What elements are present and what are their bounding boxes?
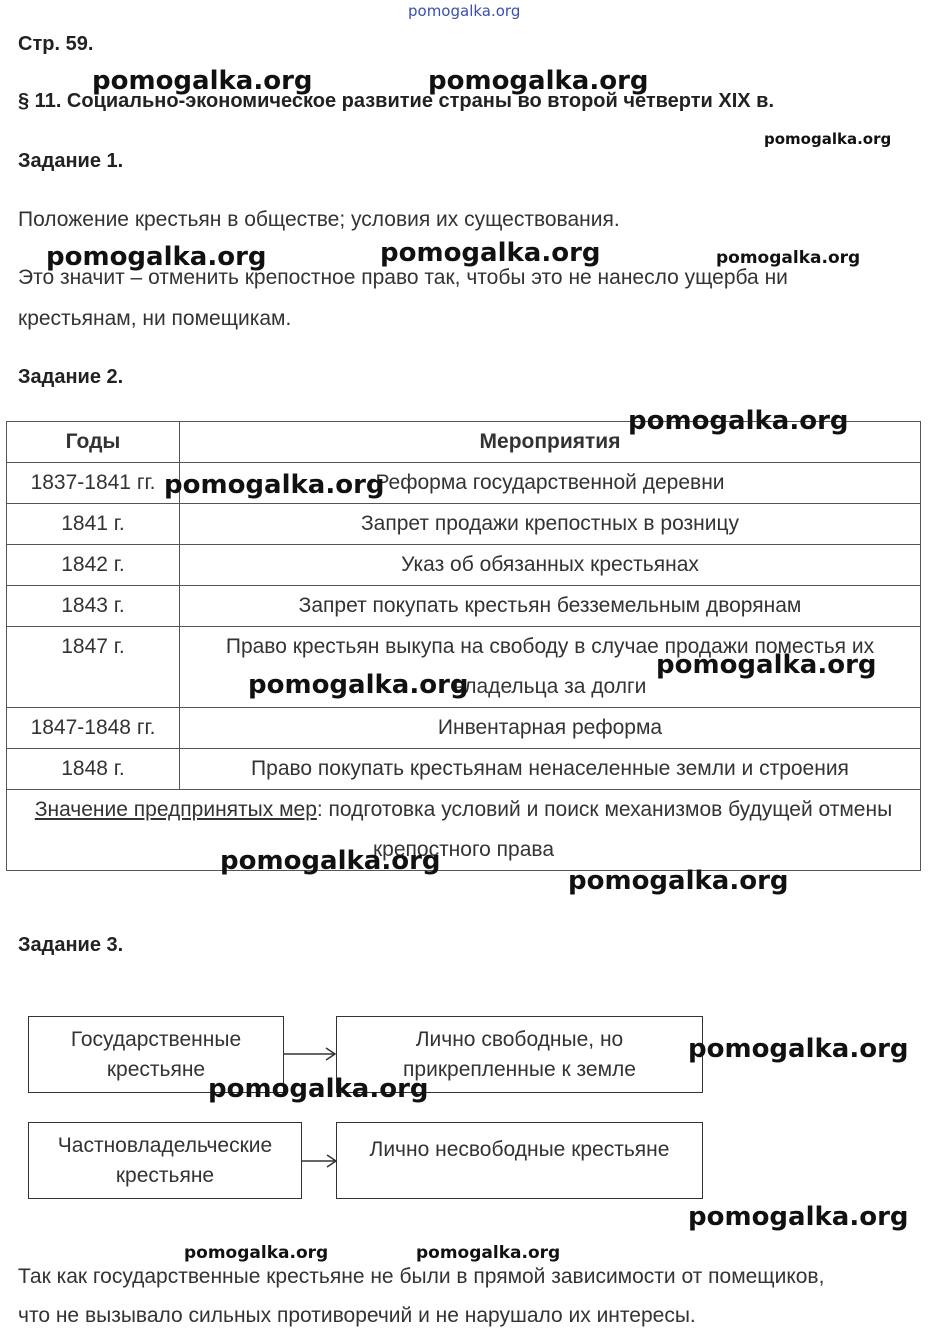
task1-title: Задание 1. <box>18 150 124 172</box>
watermark: pomogalka.org <box>628 406 849 436</box>
task2-title: Задание 2. <box>18 366 124 388</box>
watermark: pomogalka.org <box>416 1243 561 1263</box>
box-not-free <box>336 1122 703 1199</box>
watermark: pomogalka.org <box>164 470 385 500</box>
row-event: Реформа государственной деревни <box>180 463 921 504</box>
header-years: Годы <box>7 422 180 463</box>
table-row <box>7 708 921 749</box>
watermark: pomogalka.org <box>248 670 469 700</box>
arrow-icon-2 <box>302 1151 338 1171</box>
box-private-peasants <box>28 1122 302 1199</box>
row-year: 1847-1848 гг. <box>7 708 180 749</box>
section-title: § 11. Социально-экономическое развитие страны во второй четверти XIX в. <box>18 90 775 112</box>
box-private-peasants-label: Частновладельческие крестьяне <box>57 1133 273 1187</box>
header-events: Мероприятия <box>180 422 921 463</box>
table-row <box>7 749 921 790</box>
box-state-peasants-label: Государственные крестьяне <box>70 1027 242 1081</box>
box-not-free-label: Лично несвободные крестьяне <box>369 1138 670 1161</box>
task1-answer-line3: крестьянам, ни помещикам. <box>18 307 292 330</box>
watermark: pomogalka.org <box>92 66 313 96</box>
watermark-top: pomogalka.org <box>408 2 521 20</box>
watermark: pomogalka.org <box>46 242 267 272</box>
table-row <box>7 504 921 545</box>
summary-label: Значение предпринятых мер <box>34 798 317 821</box>
watermark: pomogalka.org <box>656 650 877 680</box>
table-row <box>7 463 921 504</box>
task3-conclusion-line1: Так как государственные крестьяне не были в прямой зависимости от помещиков, <box>18 1265 825 1288</box>
watermark: pomogalka.org <box>716 248 861 268</box>
summary-text: : подготовка условий и поиск механизмов будущей отмены крепостного права <box>316 798 893 861</box>
table-row <box>7 545 921 586</box>
page-reference: Стр. 59. <box>18 33 94 55</box>
row-year: 1847 г. <box>7 627 180 708</box>
row-year: 1848 г. <box>7 749 180 790</box>
arrow-icon-1 <box>284 1044 338 1064</box>
watermark: pomogalka.org <box>428 66 649 96</box>
watermark: pomogalka.org <box>688 1034 909 1064</box>
task3-conclusion-line2: что не вызывало сильных противоречий и не нарушало их интересы. <box>18 1304 696 1327</box>
events-table <box>6 421 921 871</box>
table-summary-row <box>7 790 921 871</box>
task1-answer-line1: Положение крестьян в обществе; условия их существования. <box>18 208 620 231</box>
row-event: Право покупать крестьянам ненаселенные земли и строения <box>180 749 921 790</box>
row-year: 1837-1841 гг. <box>7 463 180 504</box>
row-event: Запрет продажи крепостных в розницу <box>180 504 921 545</box>
row-event: Право крестьян выкупа на свободу в случае продажи поместья их владельца за долги <box>180 627 921 708</box>
row-year: 1841 г. <box>7 504 180 545</box>
watermark: pomogalka.org <box>568 866 789 896</box>
watermark: pomogalka.org <box>764 130 892 148</box>
table-row <box>7 586 921 627</box>
box-personally-free-label: Лично свободные, но прикрепленные к земле <box>403 1027 636 1081</box>
row-event: Запрет покупать крестьян безземельным дворянам <box>180 586 921 627</box>
watermark: pomogalka.org <box>208 1074 429 1104</box>
watermark: pomogalka.org <box>184 1243 329 1263</box>
row-year: 1843 г. <box>7 586 180 627</box>
row-event: Инвентарная реформа <box>180 708 921 749</box>
watermark: pomogalka.org <box>380 238 601 268</box>
summary-cell <box>7 790 921 871</box>
watermark: pomogalka.org <box>688 1202 909 1232</box>
task1-answer-line2: Это значит – отменить крепостное право так, чтобы это не нанесло ущерба ни <box>18 266 788 289</box>
watermark: pomogalka.org <box>220 846 441 876</box>
row-event: Указ об обязанных крестьянах <box>180 545 921 586</box>
row-year: 1842 г. <box>7 545 180 586</box>
task3-title: Задание 3. <box>18 934 124 956</box>
